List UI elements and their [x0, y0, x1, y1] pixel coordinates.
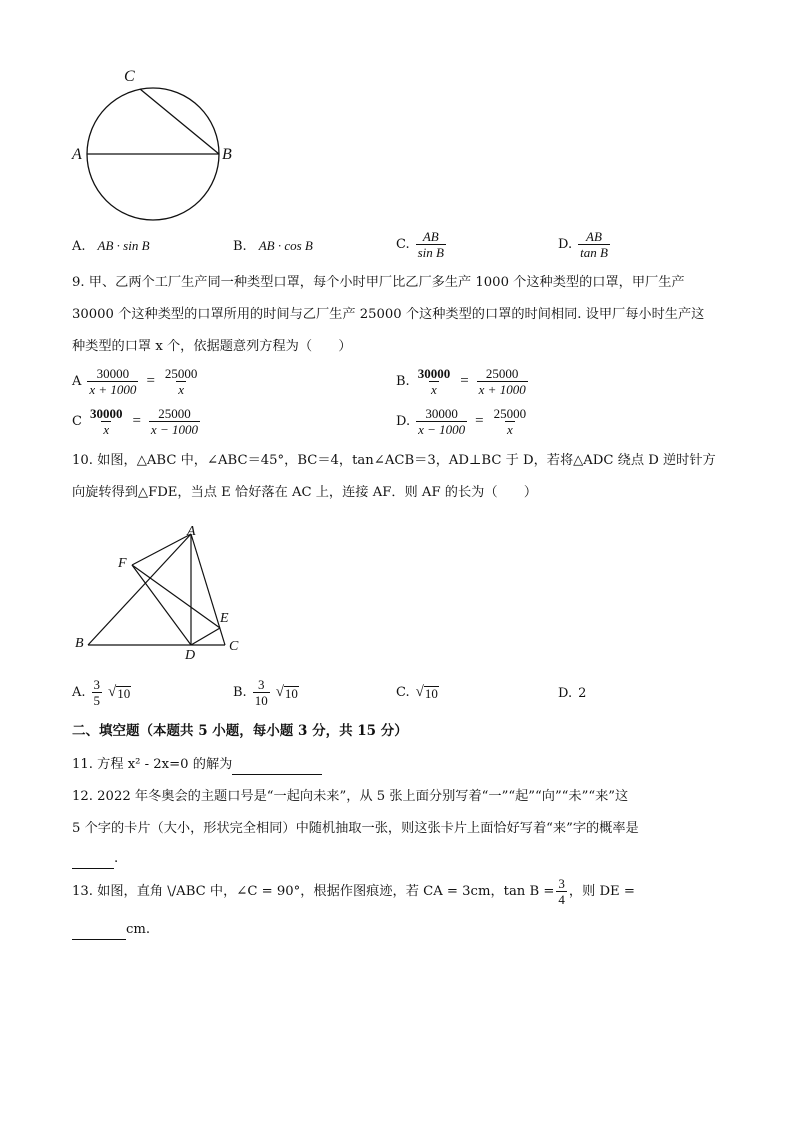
section-2-heading: 二、填空题（本题共 5 小题，每小题 3 分，共 15 分） — [72, 723, 408, 739]
segment-de — [191, 628, 220, 645]
q9-line-1: 9. 甲、乙两个工厂生产同一种类型口罩，每个小时甲厂比乙厂多生产 1000 个这种类型的口罩，甲厂生产 — [72, 275, 685, 290]
q9-option-b: B. $\frac{30000}{x}$ = $\frac{25000}{x + 1000}$ — [396, 366, 526, 397]
q10-option-c: C. √ 10 — [396, 684, 438, 701]
q8-option-c-fraction: $\frac{AB}{\text{sin B}}$ — [417, 229, 444, 260]
q10-line-2: 向旋转得到△FDE，当点 E 恰好落在 AC 上，连接 AF．则 AF 的长为（ ） — [72, 485, 538, 500]
q8-option-a-text: AB · sin B — [97, 238, 150, 253]
q8-option-c: C. $\frac{AB}{\text{sin B}}$ — [396, 229, 444, 260]
q9-option-d: D. $\frac{30000}{x - 1000}$ = $\frac{25000}{x}$ — [396, 406, 527, 437]
q11-line: 11. 方程 x² - 2x=0 的解为 — [72, 755, 322, 775]
q10-option-b: B. $\frac{3}{10}$ √ 10 — [233, 677, 298, 708]
q12-answer-blank[interactable] — [72, 854, 114, 869]
q9-line-2: 30000 个这种类型的口罩所用的时间与乙厂生产 25000 个这种类型的口罩的时间相同. 设甲厂每小时生产这 — [72, 307, 705, 322]
q12-line-3: . — [72, 849, 118, 869]
q13-answer-blank[interactable] — [72, 925, 126, 940]
segment-af — [132, 534, 191, 565]
point-d-label: D — [185, 648, 196, 663]
q13-line-2: cm. — [72, 920, 150, 940]
point-f-label: F — [118, 556, 127, 571]
q10-option-d: D. 2 — [558, 686, 587, 701]
q10-option-a: A. $\frac{3}{5}$ √ 10 — [72, 677, 131, 708]
point-b-label: B — [75, 636, 84, 651]
circle-figure — [60, 60, 260, 230]
q11-answer-blank[interactable] — [232, 760, 322, 775]
q12-line-2: 5 个字的卡片（大小，形状完全相同）中随机抽取一张，则这张卡片上面恰好写着“来”字的概率是 — [72, 821, 639, 836]
q9-option-a: A $\frac{30000}{x + 1000}$ = $\frac{25000}{x}$ — [72, 366, 198, 397]
q12-line-1: 12. 2022 年冬奥会的主题口号是“一起向未来”，从 5 张上面分别写着“一”“起”“向”“未”“来”这 — [72, 789, 629, 804]
segment-ab — [88, 534, 191, 645]
point-e-label: E — [220, 611, 229, 626]
q8-option-d: D. $\frac{AB}{\text{tan B}}$ — [558, 229, 608, 260]
q9-line-3: 种类型的口罩 x 个，依据题意列方程为（ ） — [72, 339, 352, 354]
segment-fd — [132, 565, 191, 645]
q8-option-a: A. AB · sin B — [72, 238, 150, 254]
point-c-label: C — [124, 68, 135, 85]
q8-option-d-fraction: $\frac{AB}{\text{tan B}}$ — [580, 229, 608, 260]
q8-option-b: B. AB · cos B — [233, 238, 313, 254]
point-b-label: B — [222, 146, 232, 163]
point-a-label: A — [187, 524, 196, 539]
q9-option-c: C $\frac{30000}{x}$ = $\frac{25000}{x - 1000}$ — [72, 406, 198, 437]
segment-fe — [132, 565, 220, 628]
q8-option-b-text: AB · cos B — [258, 238, 313, 253]
point-c-label: C — [229, 639, 239, 654]
point-a-label: A — [72, 146, 82, 163]
q13-line-1: 13. 如图，直角 \/ABC 中，∠C = 90°，根据作图痕迹，若 CA = 3cm，tan B = $\frac{3}{4}$ ，则 DE = — [72, 876, 635, 907]
chord-cb — [140, 89, 219, 154]
q10-line-1: 10. 如图，△ABC 中，∠ABC＝45°，BC＝4，tan∠ACB＝3，AD⊥BC 于 D，若将△ADC 绕点 D 逆时针方 — [72, 453, 716, 468]
